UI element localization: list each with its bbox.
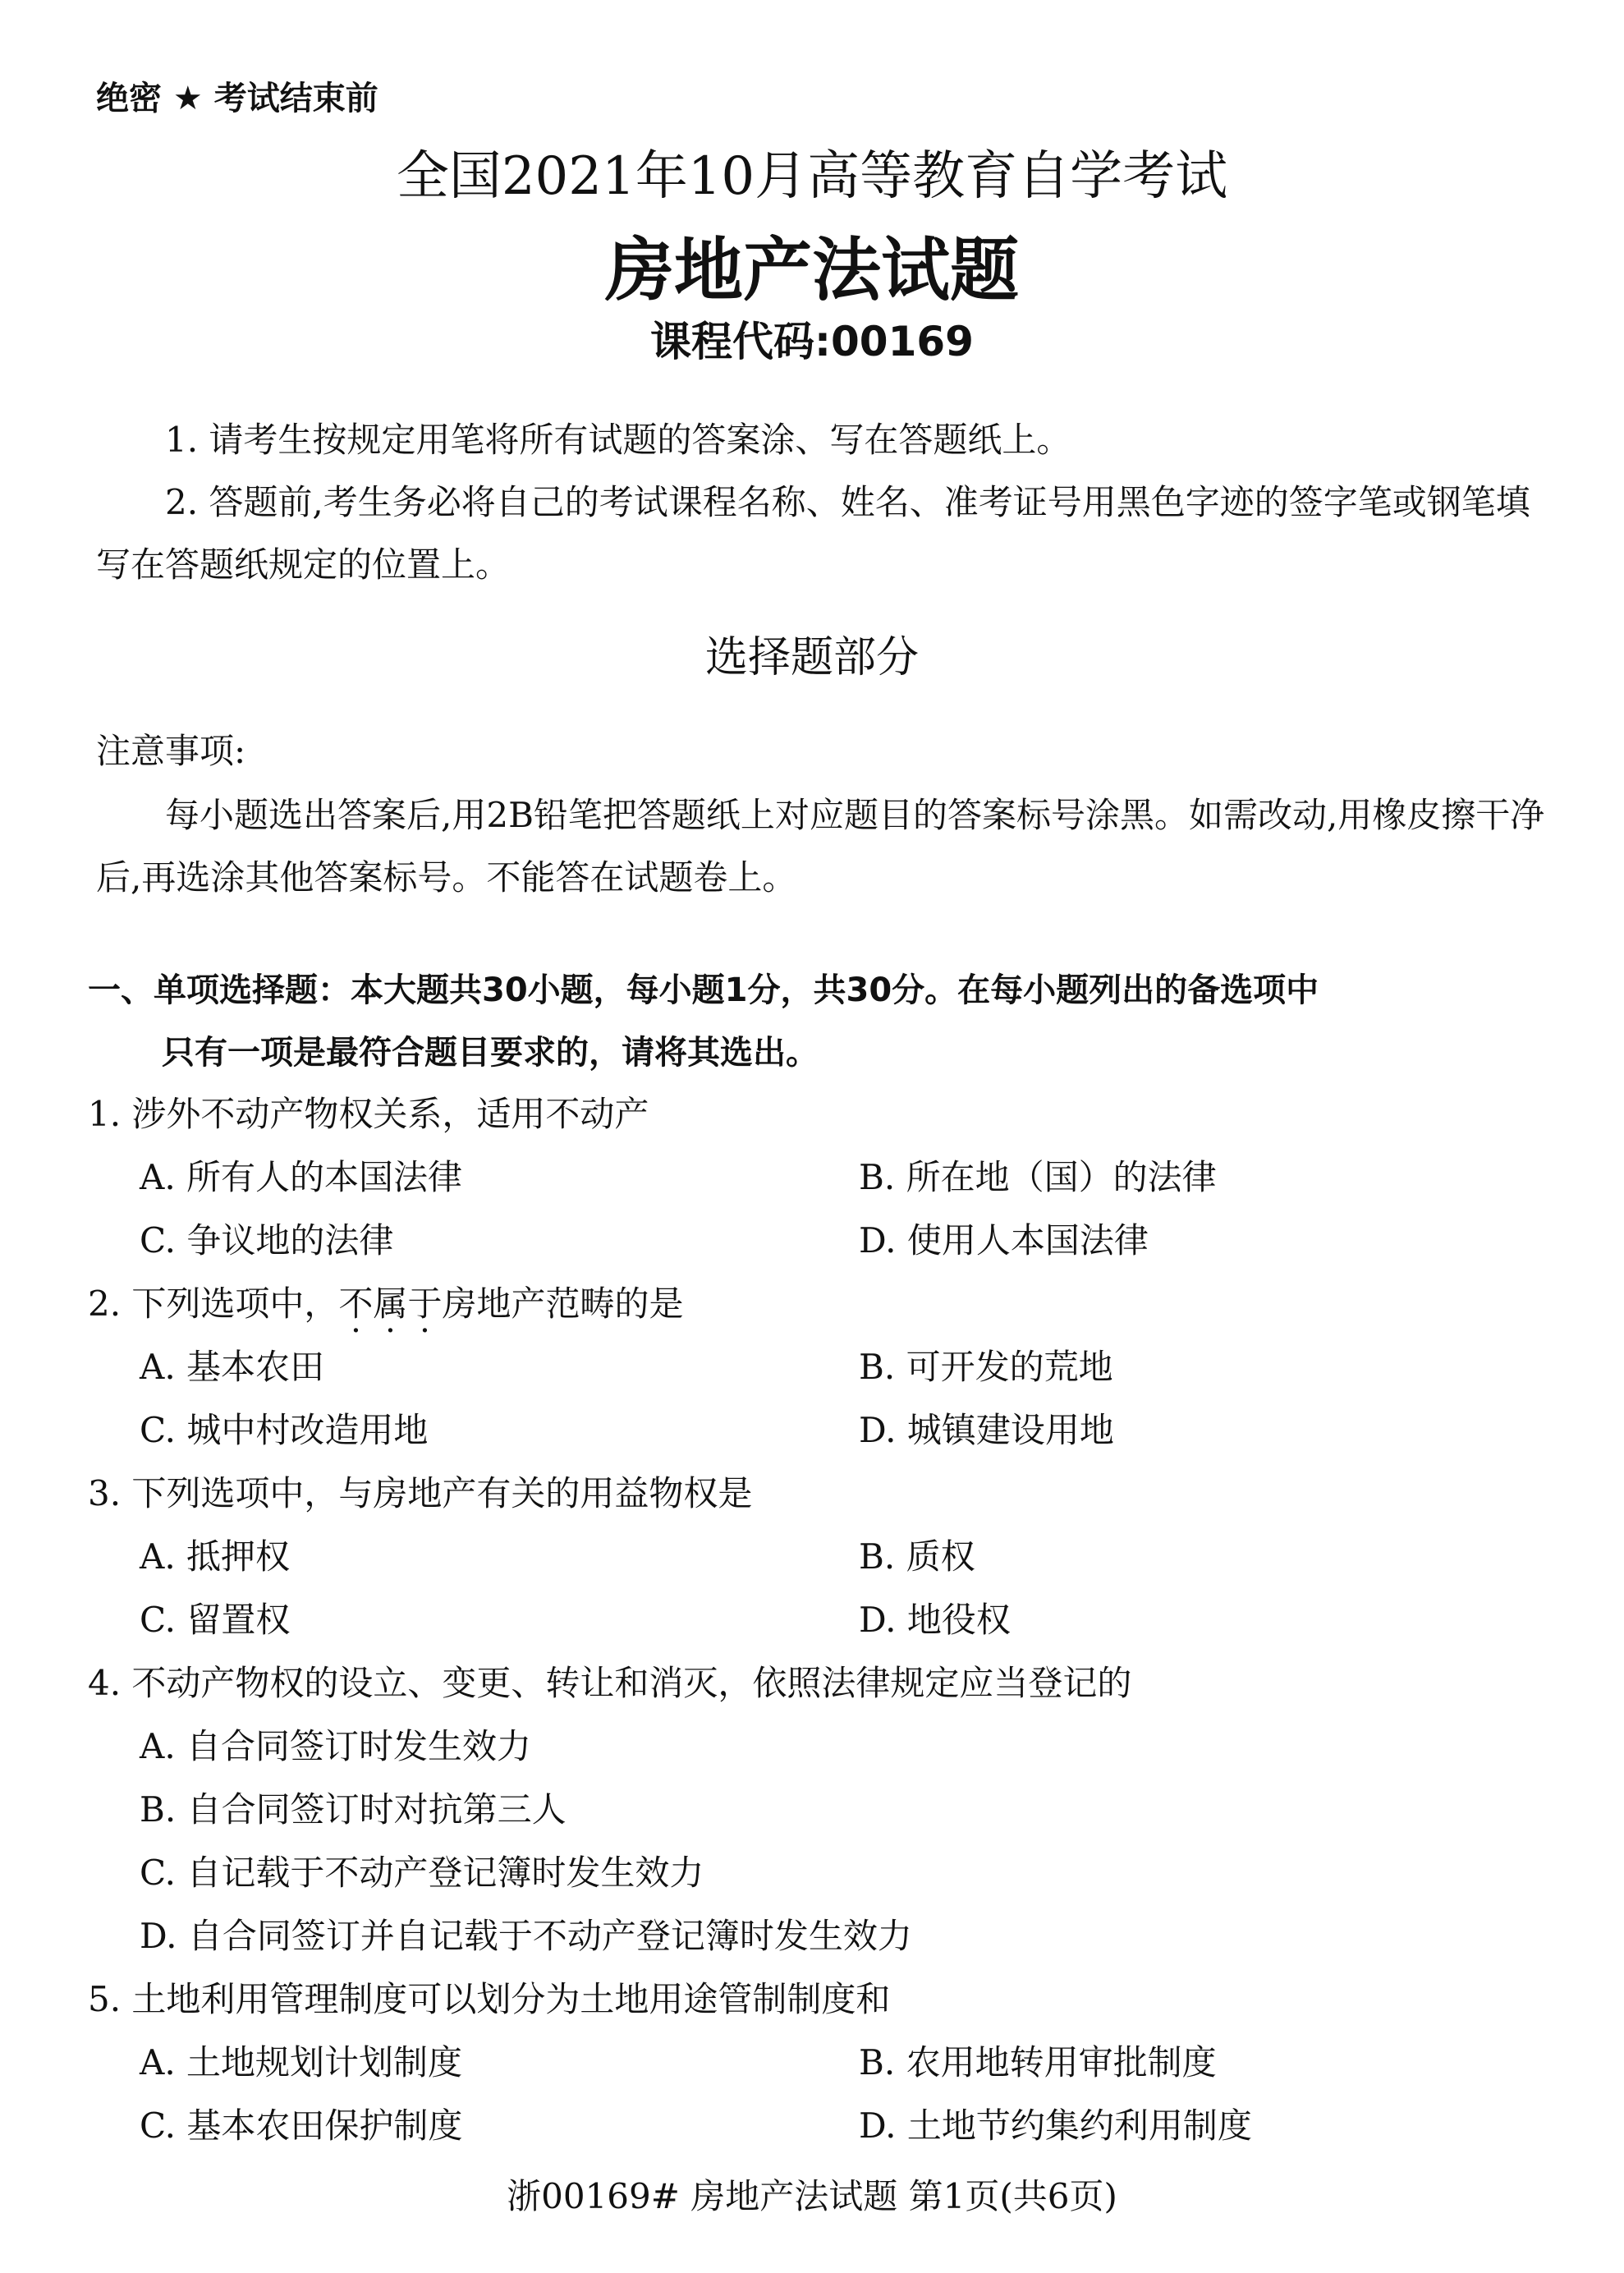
option-a: A. 自合同签订时发生效力 — [140, 1726, 532, 1766]
option-a: A. 所有人的本国法律 — [140, 1157, 463, 1197]
option-b: B. 所在地（国）的法律 — [859, 1157, 1217, 1197]
instructions — [96, 409, 1557, 596]
paper-title: 房地产法试题 — [604, 230, 1019, 310]
part-heading-line2: 只有一项是最符合题目要求的，请将其选出。 — [162, 1034, 819, 1072]
notes-text — [96, 784, 1557, 909]
emphasis-char: 于 — [407, 1283, 443, 1324]
exam-title: 全国2021年10月高等教育自学考试 — [396, 146, 1228, 207]
question-stem: 1. 涉外不动产物权关系，适用不动产 — [88, 1094, 649, 1134]
option-c: C. 争议地的法律 — [140, 1220, 394, 1260]
notes-paragraph: 每小题选出答案后,用2B铅笔把答题纸上对应题目的答案标号涂黑。如需改动,用橡皮擦干净后,再选涂其他答案标号。不能答在试题卷上。 — [96, 795, 1545, 898]
question-stem: 5. 土地利用管理制度可以划分为土地用途管制制度和 — [88, 1979, 891, 2019]
page-footer: 浙00169# 房地产法试题 第1页(共6页) — [507, 2176, 1117, 2216]
option-c: C. 城中村改造用地 — [140, 1410, 429, 1450]
instruction-item: 1. 请考生按规定用笔将所有试题的答案涂、写在答题纸上。 — [165, 420, 1071, 460]
option-d: D. 使用人本国法律 — [859, 1220, 1149, 1260]
option-d: D. 土地节约集约利用制度 — [859, 2105, 1252, 2146]
option-d: D. 地役权 — [859, 1600, 1011, 1640]
option-a: A. 土地规划计划制度 — [140, 2042, 463, 2082]
option-b: B. 可开发的荒地 — [859, 1347, 1113, 1387]
course-code: 课程代码:00169 — [650, 318, 974, 365]
part-heading — [88, 959, 1319, 1084]
stem-suffix: 房地产范畴的是 — [442, 1283, 684, 1324]
option-a: A. 基本农田 — [140, 1347, 325, 1387]
option-b: B. 质权 — [859, 1536, 975, 1577]
stem-prefix: 2. 下列选项中， — [88, 1283, 339, 1324]
emphasis-char: 属 — [373, 1283, 408, 1324]
option-c: C. 留置权 — [140, 1600, 291, 1640]
option-d: D. 自合同签订并自记载于不动产登记簿时发生效力 — [140, 1916, 912, 1956]
instruction-item: 2. 答题前,考生务必将自己的考试课程名称、姓名、准考证号用黑色字迹的签字笔或钢笔填写在答题纸规定的位置上。 — [96, 482, 1530, 585]
option-c: C. 自记载于不动产登记簿时发生效力 — [140, 1853, 704, 1893]
question-stem: 4. 不动产物权的设立、变更、转让和消灭，依照法律规定应当登记的 — [88, 1663, 1132, 1703]
section-heading: 选择题部分 — [704, 633, 919, 682]
emphasis-char: 不 — [338, 1283, 374, 1324]
option-c: C. 基本农田保护制度 — [140, 2105, 463, 2146]
confidential-label: 绝密 ★ 考试结束前 — [96, 80, 378, 117]
option-d: D. 城镇建设用地 — [859, 1410, 1114, 1450]
option-b: B. 自合同签订时对抗第三人 — [140, 1789, 567, 1830]
option-a: A. 抵押权 — [140, 1536, 291, 1577]
part-heading-line1: 一、单项选择题：本大题共30小题，每小题1分，共30分。在每小题列出的备选项中 — [88, 971, 1319, 1009]
option-b: B. 农用地转用审批制度 — [859, 2042, 1217, 2082]
question-stem — [88, 1277, 684, 1326]
question-stem: 3. 下列选项中，与房地产有关的用益物权是 — [88, 1473, 753, 1513]
notes-label: 注意事项: — [96, 731, 246, 771]
